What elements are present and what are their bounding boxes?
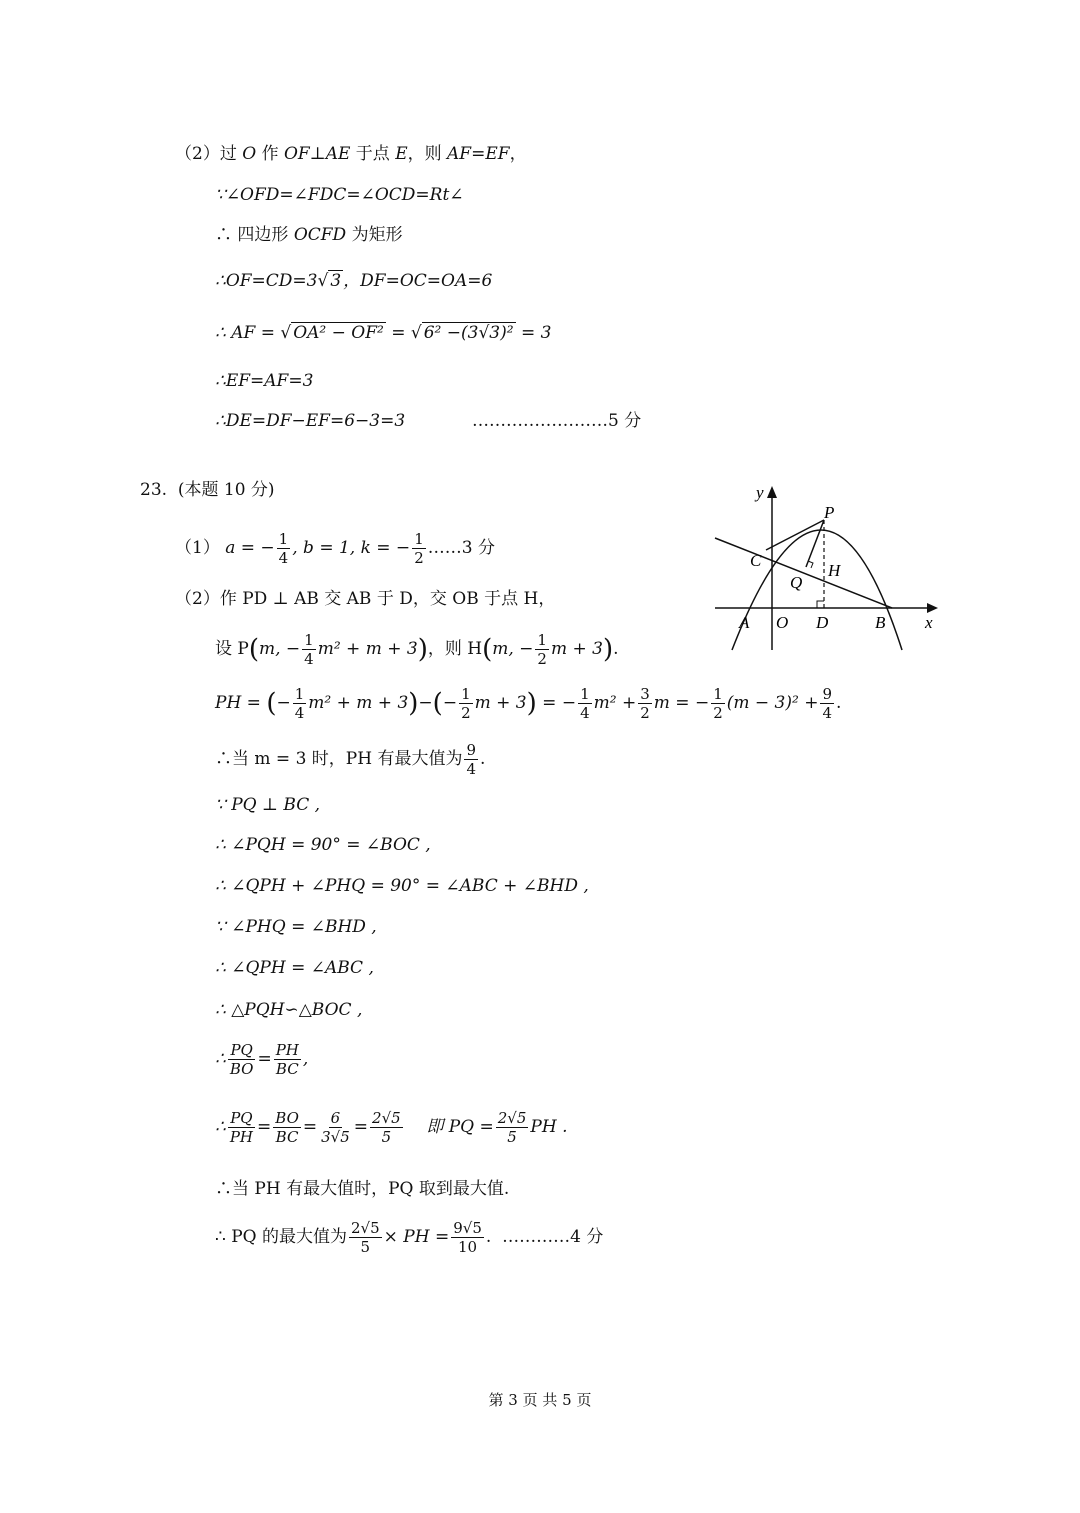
parabola-figure	[710, 480, 950, 655]
q23-step-2: ∴ ∠PQH = 90° = ∠BOC ,	[215, 835, 431, 855]
q23-part2: （2）作 PD ⊥ AB 交 AB 于 D，交 OB 于点 H，	[175, 589, 556, 609]
q23-step-5: ∴ ∠QPH = ∠ABC ,	[215, 958, 374, 978]
parabola-curve	[732, 530, 902, 650]
label-d: D	[816, 613, 829, 632]
label-o: O	[776, 613, 789, 632]
y-axis-arrow-icon	[767, 486, 777, 498]
s22-line-3: ∴ 四边形 OCFD 为矩形	[215, 225, 403, 245]
label-a: A	[739, 613, 750, 632]
label-p: P	[824, 503, 835, 522]
s22-line-5: ∴ AF = √ OA² − OF² = √ 6² −(3√3)² = 3	[215, 323, 552, 343]
right-angle-d-mark	[817, 601, 824, 608]
q23-ratio-2: ∴ $\frac{PQ}{PH}$ = $\frac{BO}{BC}$ = $\frac{6}{3√5}$ = $\frac{2√5}{5}$ 即 PQ = $\frac{2√5}{5}$ PH .	[215, 1109, 568, 1146]
s22-line-7: ∴DE=DF−EF=6−3=3	[215, 411, 406, 431]
s22-line-6: ∴EF=AF=3	[215, 371, 314, 391]
label-b: B	[875, 613, 886, 632]
s22-line-4: ∴OF=CD=3√ 3 ，DF=OC=OA=6	[215, 271, 493, 291]
page-footer: 第 3 页 共 5 页	[488, 1391, 592, 1409]
label-x: x	[925, 613, 933, 632]
s22-line-1: （2）过 O 作 OF⊥AE 于点 E，则 AF=EF，	[175, 144, 527, 164]
q23-ph-line: PH = (− $\frac{1}{4}$ m² + m + 3)−(− $\frac{1}{2}$ m + 3) = − $\frac{1}{4}$ m² + $\frac{3}{2}$ m = − $\frac{1}{2}$ (m − 3)² + $\frac{9}{4}$ .	[215, 685, 842, 722]
right-angle-q-mark	[808, 561, 813, 568]
s22-score: ……………………5 分	[472, 411, 642, 431]
x-axis-arrow-icon	[927, 603, 938, 613]
q23-when-line: ∴当 PH 有最大值时，PQ 取到最大值.	[215, 1179, 510, 1199]
label-c: C	[750, 551, 762, 570]
segment-pq	[806, 520, 824, 567]
label-y: y	[756, 483, 764, 502]
q23-final-line: ∴ PQ 的最大值为 $\frac{2√5}{5}$ × PH = $\frac{9√5}{10}$ . …………4 分	[215, 1219, 604, 1256]
label-h: H	[828, 561, 841, 580]
q23-step-4: ∵ ∠PHQ = ∠BHD ,	[215, 917, 377, 937]
q23-step-1: ∵ PQ ⊥ BC ,	[215, 795, 321, 815]
q23-step-6: ∴ △PQH∽△BOC ,	[215, 1000, 363, 1020]
s22-line-2: ∵∠OFD=∠FDC=∠OCD=Rt∠	[215, 185, 464, 205]
q23-header: 23. (本题 10 分)	[140, 480, 275, 500]
q23-max-line: ∴当 m = 3 时，PH 有最大值为 $\frac{9}{4}$ .	[215, 741, 486, 778]
q23-set-line: 设 P(m, − $\frac{1}{4}$ m² + m + 3)，则 H(m, − $\frac{1}{2}$ m + 3).	[215, 631, 619, 668]
label-q: Q	[790, 573, 803, 592]
q23-step-3: ∴ ∠QPH + ∠PHQ = 90° = ∠ABC + ∠BHD ,	[215, 876, 589, 896]
q23-part1: （1） a = − $\frac{1}{4}$ , b = 1, k = − $\frac{1}{2}$ ……3 分	[175, 530, 495, 567]
line-cb	[715, 538, 892, 608]
q23-ratio-1: ∴ $\frac{PQ}{BO}$ = $\frac{PH}{BC}$ ,	[215, 1041, 309, 1078]
segment-pc	[766, 520, 824, 550]
